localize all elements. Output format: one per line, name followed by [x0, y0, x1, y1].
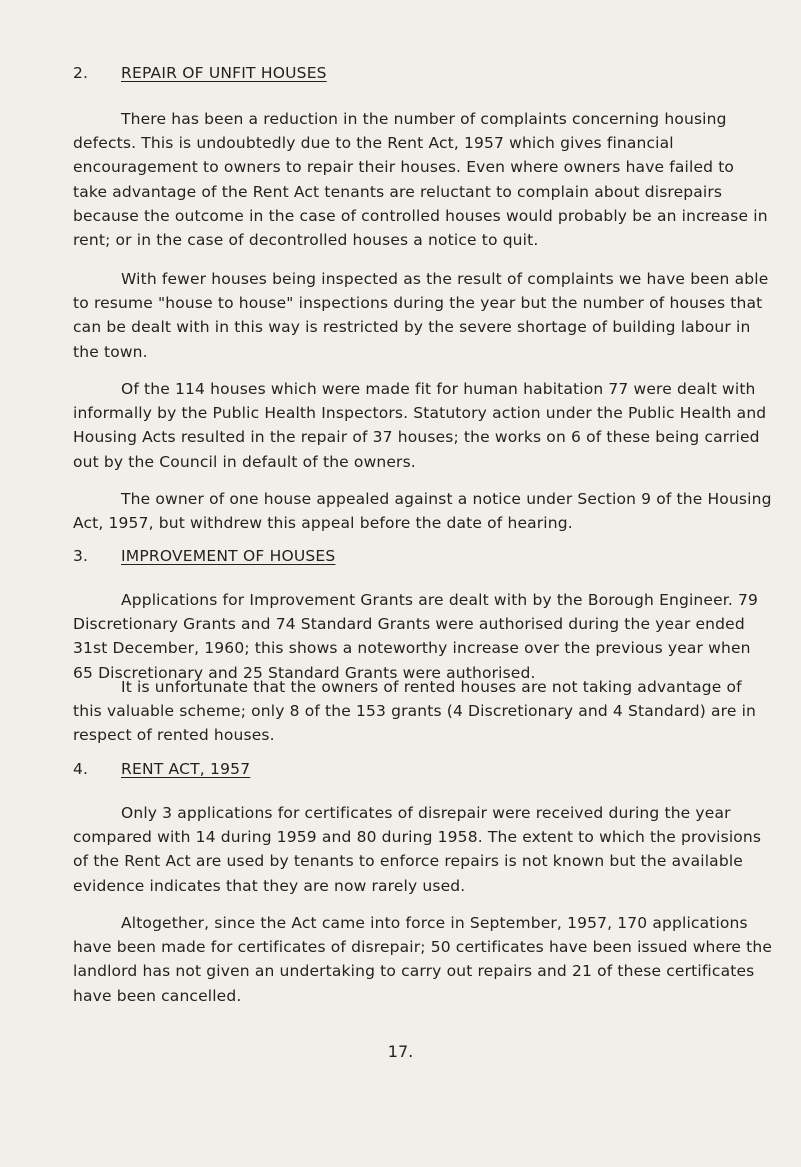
section-number: 3.	[73, 547, 89, 565]
section-title: IMPROVEMENT OF HOUSES	[121, 547, 336, 565]
section-title: RENT ACT, 1957	[121, 760, 251, 778]
section-title: REPAIR OF UNFIT HOUSES	[121, 64, 327, 82]
paragraph: There has been a reduction in the number of complaints concerning housing defects. This is undoubtedly due to the Rent Act, 1957 which gives financial encouragement to owners to repair their houses. Even where owners have failed to take advantage of the Rent Act tenants are reluctant to complain about disrepairs because the outcome in the case of controlled houses would probably be an increase in rent; or in the case of decontrolled houses a notice to quit.	[73, 110, 768, 250]
paragraph: The owner of one house appealed against a notice under Section 9 of the Housing Act, 1957, but withdrew this appeal before the date of hearing.	[73, 490, 772, 533]
paragraph: Only 3 applications for certificates of disrepair were received during the year compared with 14 during 1959 and 80 during 1958. The extent to which the provisions of the Rent Act are used by tenants to enforce repairs is not known but the available evidence indicates that they are now rarely used.	[73, 804, 762, 895]
paragraph: Altogether, since the Act came into force in September, 1957, 170 applications have been made for certificates of disrepair; 50 certificates have been issued where the landlord has not given an undertaking to carry out repairs and 21 of these certificates have been cancelled.	[73, 914, 773, 1005]
page-number: 17.	[387, 1042, 414, 1061]
section-heading-rent-act	[73, 760, 250, 778]
section-heading-improvement	[73, 547, 335, 565]
paragraph: Applications for Improvement Grants are dealt with by the Borough Engineer. 79 Discretionary Grants and 74 Standard Grants were authorised during the year ended 31st December, 1960; this shows a noteworthy increase over the previous year when 65 Discretionary and 25 Standard Grants were authorised.	[73, 591, 759, 682]
paragraph: Of the 114 houses which were made fit for human habitation 77 were dealt with informally by the Public Health Inspectors. Statutory action under the Public Health and Housing Acts resulted in the repair of 37 houses; the works on 6 of these being carried out by the Council in default of the owners.	[73, 380, 767, 471]
section-number: 4.	[73, 760, 89, 778]
paragraph: It is unfortunate that the owners of rented houses are not taking advantage of this valuable scheme; only 8 of the 153 grants (4 Discretionary and 4 Standard) are in respect of rented houses.	[73, 678, 757, 745]
paragraph: With fewer houses being inspected as the result of complaints we have been able to resume "house to house" inspections during the year but the number of houses that can be dealt with in this way is restricted by the severe shortage of building labour in the town.	[73, 270, 769, 361]
section-heading-repair	[73, 64, 327, 82]
section-number: 2.	[73, 64, 89, 82]
